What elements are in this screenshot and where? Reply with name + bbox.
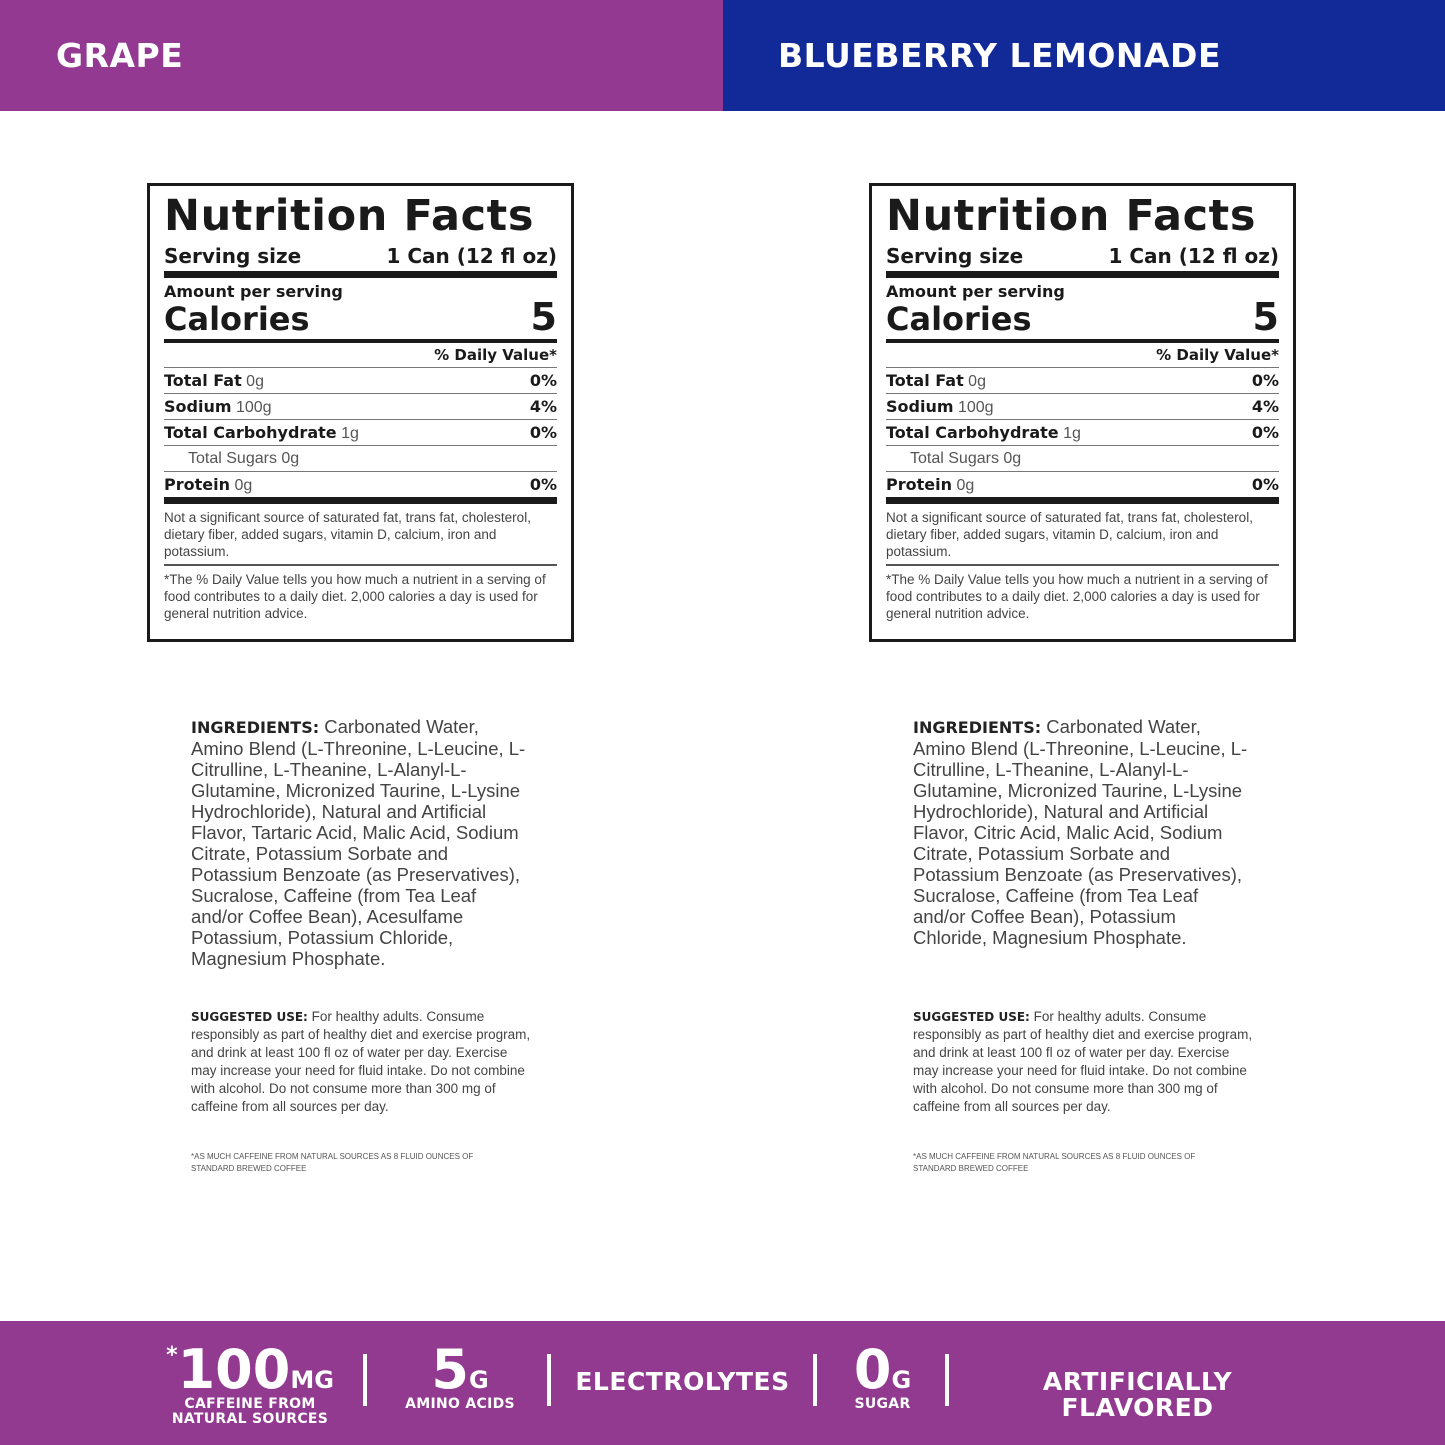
- serving-size-value: 1 Can (12 fl oz): [1108, 244, 1279, 268]
- caffeine-label-line1: CAFFEINE FROM: [184, 1396, 316, 1412]
- nutrient-dv: 0%: [529, 423, 557, 442]
- nutrient-name: Total Carbohydrate: [164, 422, 337, 442]
- serving-size-row: [886, 243, 1279, 271]
- header-blueberry-lemonade: [723, 0, 1445, 111]
- nutrient-name: Total Sugars: [188, 449, 277, 467]
- ingredients-label: INGREDIENTS:: [913, 718, 1042, 737]
- nutrient-amount: 0g: [281, 449, 300, 467]
- nutrient-amount: 100g: [957, 398, 994, 416]
- calories-row: [164, 295, 557, 339]
- flavor-title-right: BLUEBERRY LEMONADE: [778, 36, 1221, 75]
- nutrient-row-protein: [886, 471, 1279, 497]
- suggested-use-block: [913, 1008, 1253, 1116]
- caffeine-value: 100: [177, 1338, 291, 1401]
- nutrient-row-total-sugars: [164, 445, 557, 471]
- serving-size-value: 1 Can (12 fl oz): [386, 244, 557, 268]
- nutrient-name: Total Sugars: [910, 449, 999, 467]
- amount-per-serving: Amount per serving: [886, 282, 1065, 301]
- nutrient-name: Total Carbohydrate: [886, 422, 1059, 442]
- nutrition-facts-label: [147, 183, 574, 642]
- calories-value: 5: [1252, 295, 1279, 339]
- nutrient-name: Sodium: [886, 396, 954, 416]
- serving-size-label: Serving size: [886, 244, 1024, 268]
- nutrition-facts-title: Nutrition Facts: [886, 191, 1257, 241]
- nutrient-dv: 4%: [1251, 397, 1279, 416]
- amino-unit: G: [468, 1366, 489, 1394]
- calories-label: Calories: [886, 300, 1032, 338]
- separator: [945, 1354, 949, 1406]
- nutrient-name: Protein: [164, 474, 230, 494]
- sugar-label: SUGAR: [854, 1396, 911, 1412]
- nutrient-row-total-fat: [886, 367, 1279, 393]
- nutrient-name: Protein: [886, 474, 952, 494]
- nutrient-amount: 0g: [956, 476, 975, 494]
- amino-acids-stat: [400, 1338, 520, 1412]
- suggested-use-block: [191, 1008, 531, 1116]
- ingredients-text: Carbonated Water, Amino Blend (L-Threonine, L-Leucine, L-Citrulline, L-Theanine, L-Alanyl-L-Glutamine, Micronized Taurine, L-Lysine Hydrochloride), Natural and Artificial Flavor, Tartaric Acid, Malic Acid, Sodium Citrate, Potassium Sorbate and Potassium Benzoate (as Preservatives), Sucralose, Caffeine (from Tea Leaf and/or Coffee Bean), Acesulfame Potassium, Potassium Chloride, Magnesium Phosphate.: [191, 716, 526, 969]
- nutrition-note: Not a significant source of saturated fat, trans fat, cholesterol, dietary fiber, added sugars, vitamin D, calcium, iron and potassium.: [164, 510, 531, 559]
- caffeine-stat: [160, 1338, 340, 1427]
- nutrition-note: Not a significant source of saturated fat, trans fat, cholesterol, dietary fiber, added sugars, vitamin D, calcium, iron and potassium.: [886, 510, 1253, 559]
- separator: [363, 1354, 367, 1406]
- flavor-title-left: GRAPE: [56, 36, 184, 75]
- nutrient-dv: 0%: [1251, 371, 1279, 390]
- daily-value-header: % Daily Value*: [1156, 346, 1279, 364]
- ingredients-label: INGREDIENTS:: [191, 718, 320, 737]
- amino-label: AMINO ACIDS: [405, 1396, 515, 1412]
- nutrition-facts-title: Nutrition Facts: [164, 191, 535, 241]
- nutrient-dv: 0%: [529, 475, 557, 494]
- amino-value: 5: [431, 1338, 469, 1401]
- nutrient-amount: 1g: [341, 424, 359, 442]
- caffeine-footnote: *AS MUCH CAFFEINE FROM NATURAL SOURCES AS 8 FLUID OUNCES OF STANDARD BREWED COFFEE: [913, 1152, 1196, 1173]
- nutrient-dv: 0%: [529, 371, 557, 390]
- divider: [886, 271, 1279, 278]
- sugar-unit: G: [891, 1366, 912, 1394]
- panel-right: [722, 111, 1445, 1321]
- caffeine-unit: MG: [290, 1366, 334, 1394]
- suggested-use-label: SUGGESTED USE:: [913, 1010, 1030, 1024]
- suggested-use-text: For healthy adults. Consume responsibly as part of healthy diet and exercise program, and drink at least 100 fl oz of water per day. Exercise may increase your need for fluid intake. Do not combine with alcohol. Do not consume more than 300 mg of caffeine from all sources per day.: [913, 1009, 1253, 1114]
- nutrient-amount: 0g: [234, 476, 253, 494]
- calories-label: Calories: [164, 300, 310, 338]
- ingredients-block: [191, 716, 531, 969]
- panel-left: [0, 111, 723, 1321]
- daily-value-note: *The % Daily Value tells you how much a nutrient in a serving of food contributes to a daily diet. 2,000 calories a day is used for general nutrition advice.: [164, 571, 546, 621]
- nutrient-row-total-fat: [164, 367, 557, 393]
- nutrient-amount: 100g: [235, 398, 272, 416]
- nutrient-amount: 0g: [968, 372, 986, 390]
- serving-size-label: Serving size: [164, 244, 302, 268]
- nutrient-row-protein: [164, 471, 557, 497]
- divider: [164, 271, 557, 278]
- nutrient-name: Total Fat: [886, 370, 964, 390]
- nutrient-dv: 0%: [1251, 475, 1279, 494]
- sugar-stat: [840, 1338, 925, 1412]
- nutrient-amount: 0g: [1003, 449, 1022, 467]
- sugar-value: 0: [853, 1338, 892, 1401]
- nutrient-name: Sodium: [164, 396, 232, 416]
- nutrient-row-total-carbohydrate: [886, 419, 1279, 445]
- electrolytes-stat: ELECTROLYTES: [575, 1367, 790, 1396]
- ingredients-block: [913, 716, 1253, 948]
- calories-row: [886, 295, 1279, 339]
- divider: [886, 497, 1279, 504]
- artificially-flavored-stat: ARTIFICIALLY FLAVORED: [1042, 1367, 1233, 1422]
- suggested-use-text: For healthy adults. Consume responsibly as part of healthy diet and exercise program, and drink at least 100 fl oz of water per day. Exercise may increase your need for fluid intake. Do not combine with alcohol. Do not consume more than 300 mg of caffeine from all sources per day.: [191, 1009, 531, 1114]
- suggested-use-label: SUGGESTED USE:: [191, 1010, 308, 1024]
- caffeine-label-line2: NATURAL SOURCES: [171, 1411, 329, 1427]
- nutrient-row-total-carbohydrate: [164, 419, 557, 445]
- nutrient-name: Total Fat: [164, 370, 242, 390]
- nutrient-dv: 0%: [1251, 423, 1279, 442]
- nutrient-row-sodium: [886, 393, 1279, 419]
- amount-per-serving: Amount per serving: [164, 282, 343, 301]
- caffeine-marker: *: [166, 1343, 178, 1368]
- nutrient-amount: 1g: [1063, 424, 1081, 442]
- nutrition-facts-label: [869, 183, 1296, 642]
- separator: [813, 1354, 817, 1406]
- divider: [164, 497, 557, 504]
- nutrient-amount: 0g: [246, 372, 264, 390]
- calories-value: 5: [530, 295, 557, 339]
- daily-value-note: *The % Daily Value tells you how much a nutrient in a serving of food contributes to a daily diet. 2,000 calories a day is used for general nutrition advice.: [886, 571, 1268, 621]
- benefits-bar: [0, 1321, 1445, 1445]
- nutrient-row-sodium: [164, 393, 557, 419]
- nutrient-row-total-sugars: [886, 445, 1279, 471]
- daily-value-header: % Daily Value*: [434, 346, 557, 364]
- header-grape: [0, 0, 723, 111]
- caffeine-footnote: *AS MUCH CAFFEINE FROM NATURAL SOURCES AS 8 FLUID OUNCES OF STANDARD BREWED COFFEE: [191, 1152, 474, 1173]
- separator: [547, 1354, 551, 1406]
- ingredients-text: Carbonated Water, Amino Blend (L-Threonine, L-Leucine, L-Citrulline, L-Theanine, L-Alanyl-L-Glutamine, Micronized Taurine, L-Lysine Hydrochloride), Natural and Artificial Flavor, Citric Acid, Malic Acid, Sodium Citrate, Potassium Sorbate and Potassium Benzoate (as Preservatives), Sucralose, Caffeine (from Tea Leaf and/or Coffee Bean), Potassium Chloride, Magnesium Phosphate.: [913, 716, 1248, 948]
- serving-size-row: [164, 243, 557, 271]
- nutrient-dv: 4%: [529, 397, 557, 416]
